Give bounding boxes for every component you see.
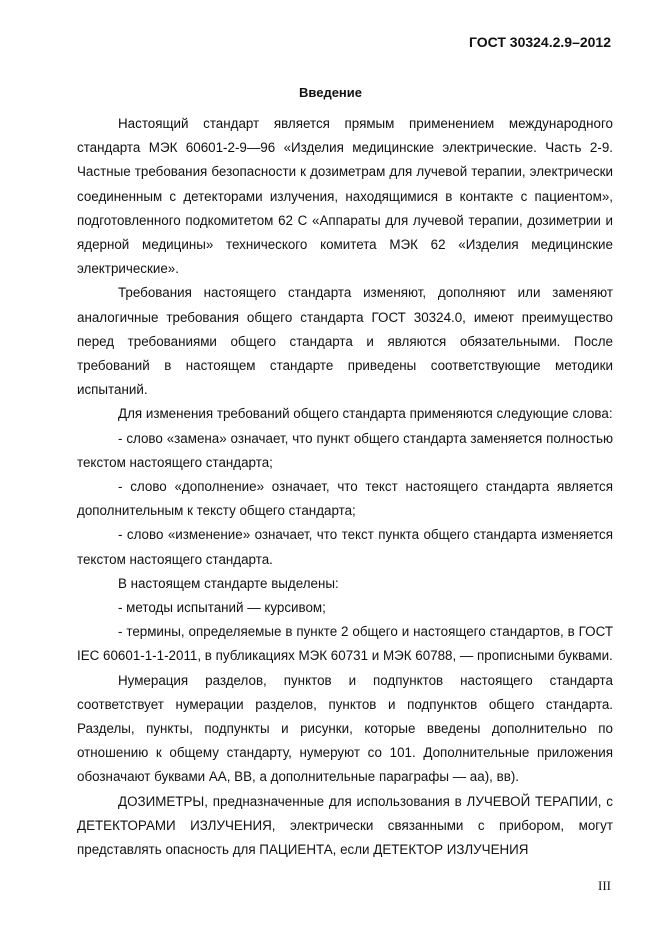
document-body (77, 112, 613, 862)
list-item: - термины, определяемые в пункте 2 общего и настоящего стандартов, в ГОСТ IEC 60601-1-1-2011, в публикациях МЭК 60731 и МЭК 60788, — прописными буквами. (77, 624, 613, 664)
page-number: III (598, 878, 611, 893)
list-item: - методы испытаний — курсивом; (118, 600, 326, 616)
paragraph: Для изменения требований общего стандарта применяются следующие слова: (118, 406, 613, 422)
paragraph: В настоящем стандарте выделены: (118, 575, 339, 591)
paragraph: ДОЗИМЕТРЫ, предназначенные для использования в ЛУЧЕВОЙ ТЕРАПИИ, с ДЕТЕКТОРАМИ ИЗЛУЧЕНИЯ, электрически связанными с прибором, могут представлять опасность для ПАЦИЕНТА, если ДЕТЕКТОР ИЗЛУЧЕНИЯ (77, 793, 613, 858)
paragraph: Нумерация разделов, пунктов и подпунктов настоящего стандарта соответствует нумерации разделов, пунктов и подпунктов общего стандарта. Разделы, пункты, подпункты и рисунки, которые введены дополнительно по отношению к общему стандарту, нумеруют со 101. Дополнительные приложения обозначают буквами АА, ВВ, а дополнительные параграфы — аа), вв). (77, 672, 613, 785)
list-item: - слово «замена» означает, что пункт общего стандарта заменяется полностью текстом настоящего стандарта; (77, 430, 613, 470)
list-item: - слово «изменение» означает, что текст пункта общего стандарта изменяется текстом настоящего стандарта. (77, 527, 613, 567)
paragraph: Настоящий стандарт является прямым применением международного стандарта МЭК 60601-2-9—96 «Изделия медицинские электрические. Часть 2-9. Частные требования безопасности к дозиметрам для лучевой терапии, электрически соединенным с детекторами излучения, находящимися в контакте с пациентом», подготовленного подкомитетом 62 С «Аппараты для лучевой терапии, дозиметрии и ядерной медицины» технического комитета МЭК 62 «Изделия медицинские электрические». (77, 116, 613, 277)
section-title: Введение (299, 85, 362, 100)
list-item: - слово «дополнение» означает, что текст настоящего стандарта является дополнительным к тексту общего стандарта; (77, 479, 613, 519)
document-code-header: ГОСТ 30324.2.9–2012 (468, 34, 611, 50)
paragraph: Требования настоящего стандарта изменяют, дополняют или заменяют аналогичные требования общего стандарта ГОСТ 30324.0, имеют преимущество перед требованиями общего стандарта и являются обязательными. После требований в настоящем стандарте приведены соответствующие методики испытаний. (77, 285, 613, 398)
